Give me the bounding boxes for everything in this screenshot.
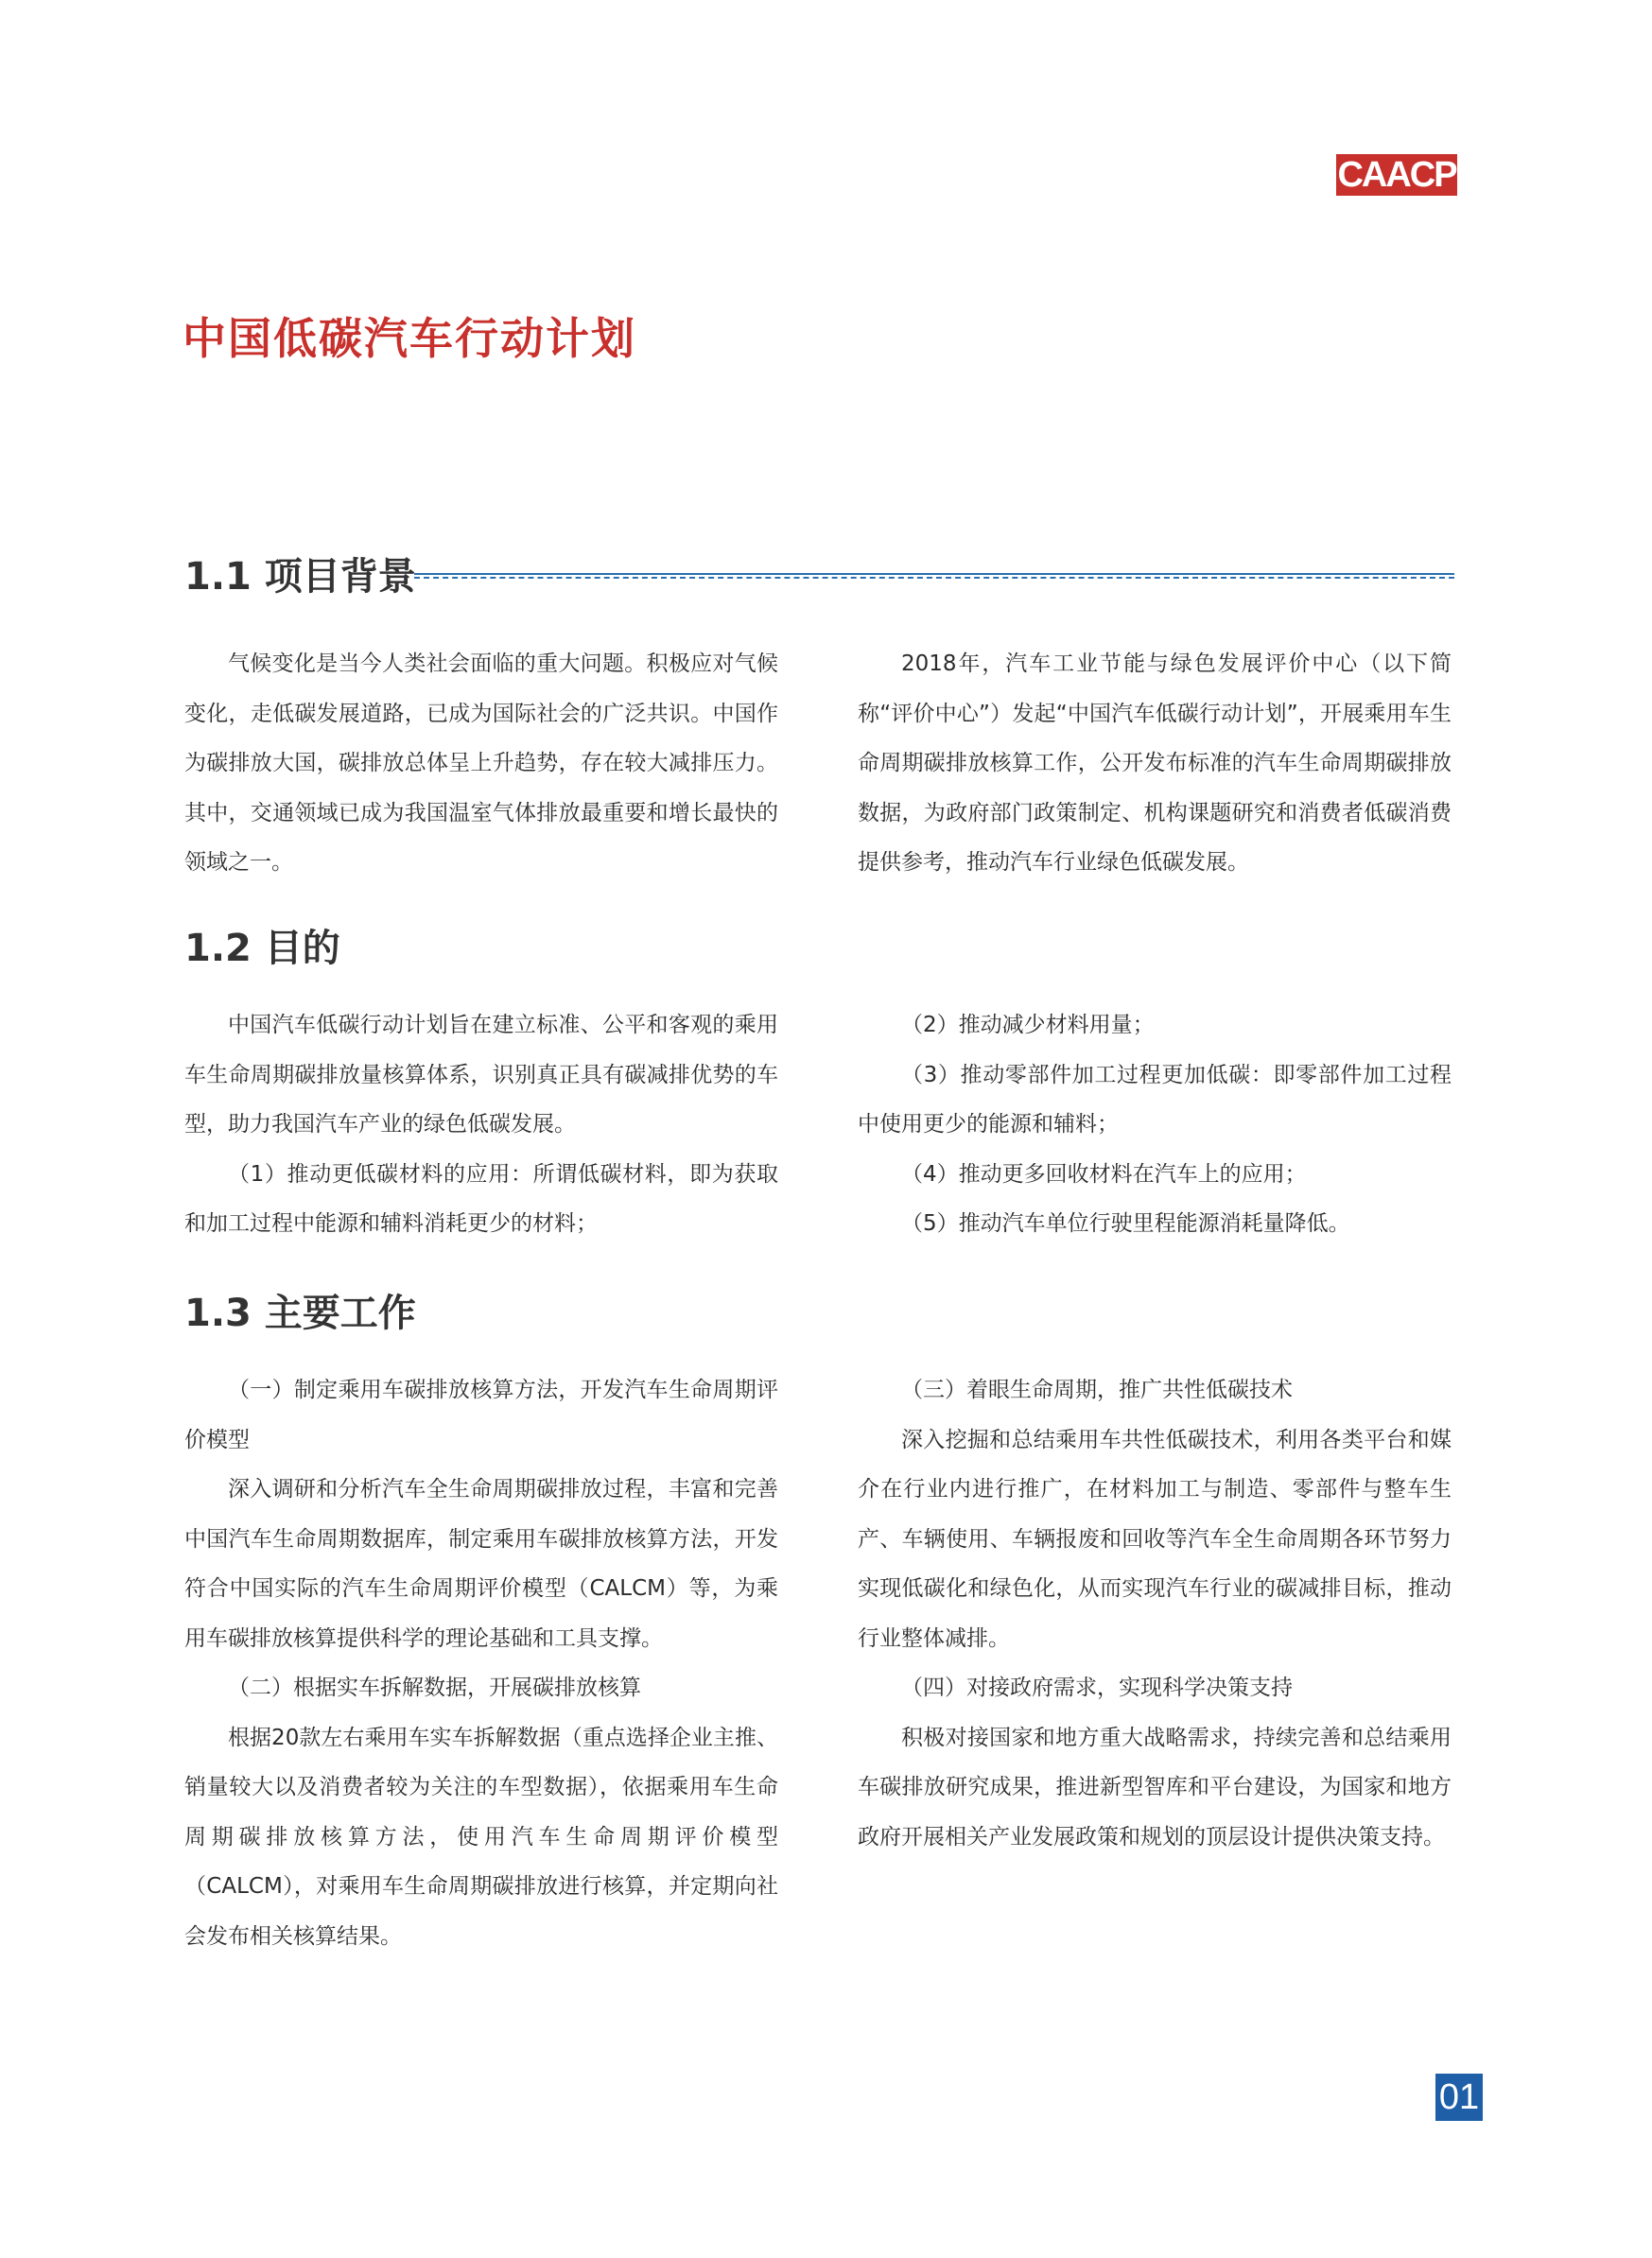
paragraph: 积极对接国家和地方重大战略需求，持续完善和总结乘用车碳排放研究成果，推进新型智库和平台建设，为国家和地方政府开展相关产业发展政策和规划的顶层设计提供决策支持。 <box>858 1725 1452 1850</box>
paragraph: （二）根据实车拆解数据，开展碳排放核算 <box>228 1676 641 1700</box>
caacp-logo: CAACP <box>1337 155 1456 195</box>
paragraph: 中国汽车低碳行动计划旨在建立标准、公平和客观的乘用车生命周期碳排放量核算体系，识别真正具有碳减排优势的车型，助力我国汽车产业的绿色低碳发展。 <box>184 1013 778 1137</box>
paragraph: 气候变化是当今人类社会面临的重大问题。积极应对气候变化，走低碳发展道路，已成为国际社会的广泛共识。中国作为碳排放大国，碳排放总体呈上升趋势，存在较大减排压力。其中，交通领域已成为我国温室气体排放最重要和增长最快的领域之一。 <box>184 651 778 875</box>
page-number: 01 <box>1435 2074 1483 2121</box>
background-left-column <box>184 639 778 888</box>
background-right-column <box>858 639 1452 888</box>
divider-dashed-line <box>414 577 1454 579</box>
divider-solid-line <box>414 573 1454 575</box>
paragraph: 深入调研和分析汽车全生命周期碳排放过程，丰富和完善中国汽车生命周期数据库，制定乘用车碳排放核算方法，开发符合中国实际的汽车生命周期评价模型（CALCM）等，为乘用车碳排放核算提供科学的理论基础和工具支撑。 <box>184 1477 778 1651</box>
paragraph: （3）推动零部件加工过程更加低碳：即零部件加工过程中使用更少的能源和辅料； <box>858 1062 1452 1137</box>
paragraph: （四）对接政府需求，实现科学决策支持 <box>901 1676 1293 1700</box>
section-heading-background: 1.1 项目背景 <box>184 555 416 599</box>
paragraph: 根据20款左右乘用车实车拆解数据（重点选择企业主推、销量较大以及消费者较为关注的车型数据），依据乘用车生命周期碳排放核算方法，使用汽车生命周期评价模型（CALCM），对乘用车生命周期碳排放进行核算，并定期向社会发布相关核算结果。 <box>184 1725 778 1949</box>
paragraph: （2）推动减少材料用量； <box>901 1013 1155 1037</box>
section-heading-purpose: 1.2 目的 <box>184 927 340 970</box>
main-work-right-column <box>858 1365 1452 1862</box>
paragraph: （三）着眼生命周期，推广共性低碳技术 <box>901 1378 1293 1402</box>
purpose-left-column <box>184 1000 778 1249</box>
page-title: 中国低碳汽车行动计划 <box>183 313 636 364</box>
paragraph: （1）推动更低碳材料的应用：所谓低碳材料，即为获取和加工过程中能源和辅料消耗更少的材料； <box>184 1161 778 1236</box>
section-divider-line <box>414 573 1454 579</box>
purpose-right-column <box>858 1000 1452 1249</box>
paragraph: （4）推动更多回收材料在汽车上的应用； <box>901 1161 1307 1187</box>
section-heading-main-work: 1.3 主要工作 <box>184 1292 416 1335</box>
paragraph: 深入挖掘和总结乘用车共性低碳技术，利用各类平台和媒介在行业内进行推广，在材料加工与制造、零部件与整车生产、车辆使用、车辆报废和回收等汽车全生命周期各环节努力实现低碳化和绿色化，从而实现汽车行业的碳减排目标，推动行业整体减排。 <box>858 1427 1452 1651</box>
main-work-left-column <box>184 1365 778 1961</box>
paragraph: （5）推动汽车单位行驶里程能源消耗量降低。 <box>901 1211 1350 1236</box>
paragraph: （一）制定乘用车碳排放核算方法，开发汽车生命周期评价模型 <box>184 1378 778 1452</box>
paragraph: 2018年，汽车工业节能与绿色发展评价中心（以下简称“评价中心”）发起“中国汽车低碳行动计划”，开展乘用车生命周期碳排放核算工作，公开发布标准的汽车生命周期碳排放数据，为政府部门政策制定、机构课题研究和消费者低碳消费提供参考，推动汽车行业绿色低碳发展。 <box>858 651 1452 875</box>
